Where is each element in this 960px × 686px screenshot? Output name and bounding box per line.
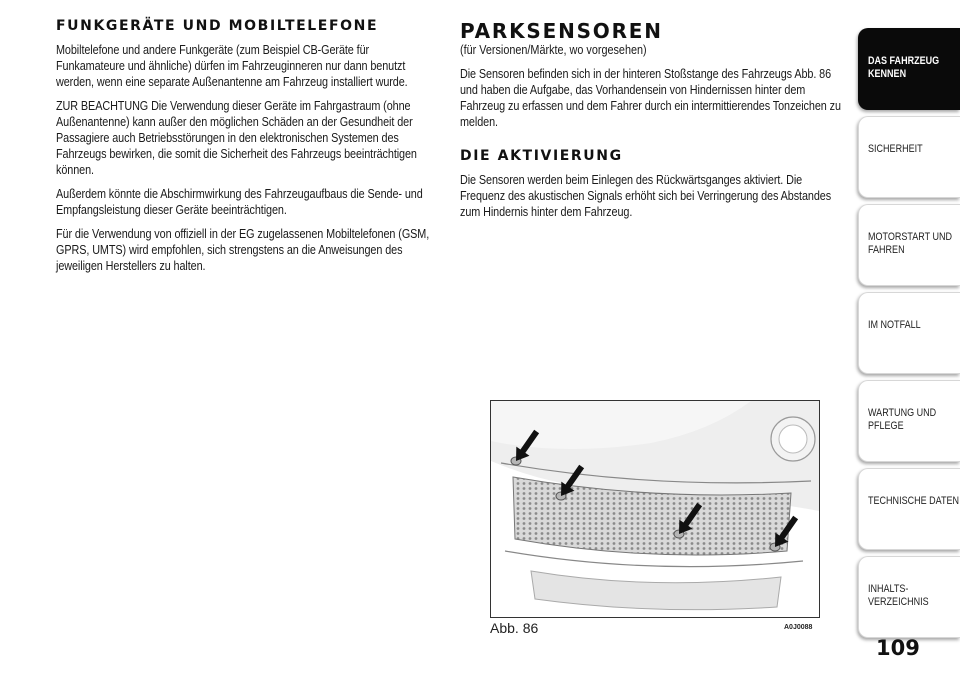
- section-heading-radio: FUNKGERÄTE UND MOBILTELEFONE: [56, 18, 379, 34]
- page-number: 109: [876, 636, 920, 660]
- tab-sicherheit[interactable]: [858, 116, 960, 198]
- tab-technische-daten[interactable]: [858, 468, 960, 550]
- paragraph: Die Sensoren werden beim Einlegen des Rückwärtsganges aktiviert. Die Frequenz des akustischen Signals erhöht sich bei Verringerung des Abstandes zum Hindernis hinter dem Fahrzeug.: [460, 173, 832, 219]
- figure-caption: Abb. 86: [490, 620, 539, 636]
- tab-im-notfall[interactable]: [858, 292, 960, 374]
- tab-label: TECHNISCHE DATEN: [868, 495, 960, 507]
- tab-label: WARTUNG UND PFLEGE: [868, 407, 937, 432]
- tab-label: DAS FAHRZEUG KENNEN: [868, 55, 940, 80]
- section-heading-parksensoren: PARKSENSOREN: [460, 19, 663, 43]
- figure-code: A0J0088: [784, 624, 813, 631]
- section-heading-aktivierung: DIE AKTIVIERUNG: [460, 148, 623, 164]
- left-column: [56, 18, 436, 282]
- tab-das-fahrzeug-kennen[interactable]: [858, 28, 960, 110]
- paragraph: Mobiltelefone und andere Funkgeräte (zum Beispiel CB-Geräte für Funkamateure und ähnliche) dürfen im Fahrzeuginneren nur dann benutzt werden, wenn eine separate Außenantenne am Fahrzeug installiert wurde.: [56, 43, 408, 89]
- right-column: [460, 18, 845, 228]
- paragraph: Außerdem könnte die Abschirmwirkung des Fahrzeugaufbaus die Sende- und Empfangsleistung dieser Geräte beeinträchtigen.: [56, 187, 423, 217]
- paragraph: Für die Verwendung von offiziell in der EG zugelassenen Mobiltelefonen (GSM, GPRS, UMTS) wird empfohlen, sich strengstens an die Anweisungen des jeweiligen Herstellers zu halten.: [56, 227, 430, 273]
- tab-label: SICHERHEIT: [868, 143, 923, 155]
- tab-label: IM NOTFALL: [868, 319, 921, 331]
- chapter-tabs: [858, 28, 960, 644]
- paragraph: ZUR BEACHTUNG Die Verwendung dieser Geräte im Fahrgastraum (ohne Außenantenne) kann außer den möglichen Schäden an der Gesundheit der Passagiere auch Betriebsstörungen in den elektronischen Systemen des Fahrzeugs bewirken, die somit die Sicherheit des Fahrzeugs beeinträchtigen können.: [56, 99, 417, 177]
- tab-label: MOTORSTART UND FAHREN: [868, 231, 953, 256]
- subheading: (für Versionen/Märkte, wo vorgesehen): [460, 43, 647, 57]
- tab-inhaltsverzeichnis[interactable]: [858, 556, 960, 638]
- rear-bumper-illustration: [491, 401, 819, 617]
- parking-sensor-figure: [490, 400, 820, 618]
- paragraph: Die Sensoren befinden sich in der hinteren Stoßstange des Fahrzeugs Abb. 86 und haben die Aufgabe, das Vorhandensein von Hindernissen hinter dem Fahrzeug zu erfassen und dem Fahrer durch ein intermittierendes Tonzeichen zu melden.: [460, 67, 841, 129]
- tab-motorstart-und-fahren[interactable]: [858, 204, 960, 286]
- tab-wartung-und-pflege[interactable]: [858, 380, 960, 462]
- tab-label: INHALTS-VERZEICHNIS: [868, 583, 929, 608]
